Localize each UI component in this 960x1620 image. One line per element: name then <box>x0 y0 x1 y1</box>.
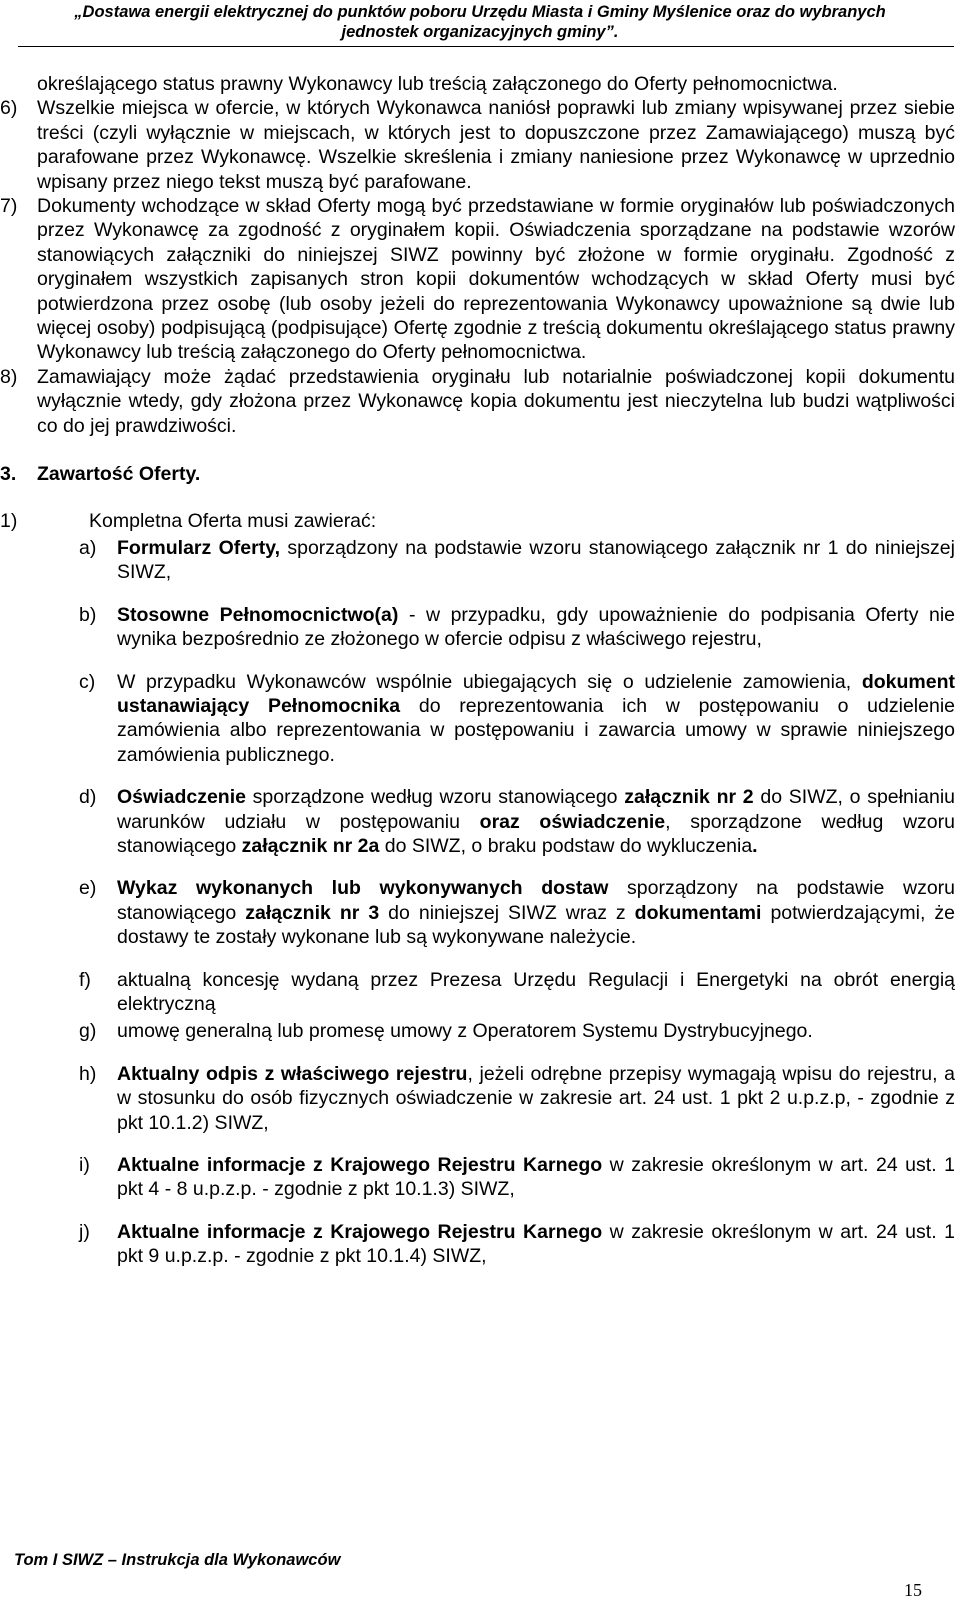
header-line-1: „Dostawa energii elektrycznej do punktów poboru Urzędu Miasta i Gminy Myślenice oraz do wybranych <box>74 3 886 21</box>
page-footer: Tom I SIWZ – Instrukcja dla Wykonawców <box>14 1551 341 1569</box>
subitem-i <box>37 1153 955 1202</box>
page-number: 15 <box>904 1580 922 1600</box>
subitem-label: e) <box>79 877 97 900</box>
list-item-8 <box>0 365 955 438</box>
subitem-bold: Aktualne informacje z Krajowego Rejestru Karnego <box>117 1154 603 1177</box>
subitem-text: sporządzone według wzoru stanowiącego <box>245 786 625 809</box>
subitem-d <box>37 785 955 858</box>
document-body <box>0 72 956 1269</box>
subitem-text-2: do reprezentowania ich w postępowaniu o udzielenie zamówienia albo reprezentowania w postępowaniu i zawarcia umowy w sprawie niniejszego zamówienia publicznego. <box>117 694 955 766</box>
subitem-text-2: do SIWZ, o spełnianiu warunków udziału w postępowaniu <box>117 786 956 833</box>
subitem-text: umowę generalną lub promesę umowy z Operatorem Systemu Dystrybucyjnego. <box>117 1020 813 1043</box>
subitem-a <box>37 536 955 585</box>
subitem-text: , jeżeli odrębne przepisy wymagają wpisu do rejestru, a w stosunku do osób fizycznych oświadczenie w zakresie art. 24 ust. 1 pkt 2 u.p.z.p, - zgodnie z pkt 10.1.2) SIWZ, <box>117 1062 955 1134</box>
subitem-label: i) <box>79 1154 90 1177</box>
subitem-text: W przypadku Wykonawców wspólnie ubiegających się o udzielenie zamowienia, <box>117 670 862 693</box>
subitem-b <box>37 603 955 652</box>
section-heading <box>0 462 955 486</box>
subitem-bold: dokument ustanawiający Pełnomocnika <box>117 670 955 717</box>
list-intro-text: Kompletna Oferta musi zawierać: <box>89 509 377 532</box>
subitem-j <box>37 1220 955 1269</box>
subitem-label: c) <box>79 670 96 693</box>
item-label: 8) <box>0 365 18 388</box>
subitem-bold-4: załącznik nr 2a <box>241 834 380 857</box>
subitem-label: j) <box>79 1220 90 1243</box>
subitem-text: sporządzony na podstawie wzoru stanowiącego <box>117 877 956 924</box>
header-line-2: jednostek organizacyjnych gminy”. <box>341 23 619 41</box>
subitem-label: h) <box>79 1062 97 1085</box>
subitem-text-2: do niniejszej SIWZ wraz z <box>379 901 635 924</box>
subitem-bold-2: załącznik nr 2 <box>624 786 754 809</box>
subitem-bold-2: załącznik nr 3 <box>245 901 380 924</box>
subitem-bold: Stosowne Pełnomocnictwo(a) <box>117 603 399 626</box>
subitem-text: - w przypadku, gdy upoważnienie do podpisania Oferty nie wynika bezpośrednio ze złożonego w ofercie odpisu z właściwego rejestru, <box>117 603 955 651</box>
list-intro <box>0 509 955 533</box>
subitem-e <box>37 876 955 949</box>
item-text: Dokumenty wchodzące w skład Oferty mogą być przedstawiane w formie oryginałów lub poświadczonych przez Wykonawcę za zgodność z oryginałem kopii. Oświadczenia sporządzane na podstawie wzorów stanowiących załączniki do niniejszej SIWZ powinny być złożone w formie oryginału. Zgodność z oryginałem wszystkich zapisanych stron kopii dokumentów wchodzących w skład Oferty musi być potwierdzona przez osobę (lub osoby jeżeli do reprezentowania Wykonawcy upoważnione są dwie lub więcej osoby) podpisującą (podpisujące) Ofertę zgodnie z treścią dokumentu określającego status prawny Wykonawcy lub treścią załączonego do Oferty pełnomocnictwa. <box>37 195 955 364</box>
subitem-label: g) <box>79 1020 97 1043</box>
subitem-bold: Oświadczenie <box>117 786 246 809</box>
continuation-paragraph: określającego status prawny Wykonawcy lub treścią załączonego do Oferty pełnomocnictwa. <box>37 73 838 95</box>
item-text: Zamawiający może żądać przedstawienia oryginału lub notarialnie poświadczonej kopii dokumentu wyłącznie wtedy, gdy złożona przez Wykonawcę kopia dokumentu jest nieczytelna lub budzi wątpliwości co do jej prawdziwości. <box>37 365 955 437</box>
subitem-label: a) <box>79 536 97 559</box>
subitem-bold: Wykaz wykonanych lub wykonywanych dostaw <box>117 877 609 900</box>
item-text: Wszelkie miejsca w ofercie, w których Wykonawca naniósł poprawki lub zmiany wpisywanej przez siebie treści (czyli wyłącznie w miejscach, w których jest to dopuszczone przez Zamawiającego) muszą być parafowane przez Wykonawcę. Wszelkie skreślenia i zmiany naniesione przez Wykonawcę w uprzednio wpisany przez niego tekst muszą być parafowane. <box>37 97 955 193</box>
page-header <box>0 2 960 42</box>
section-number: 3. <box>0 463 17 486</box>
subitem-label: d) <box>79 786 97 809</box>
subitem-text-3: potwierdzającymi, że dostawy te zostały wykonane lub są wykonywane należycie. <box>117 901 955 949</box>
list-item-6 <box>0 96 955 194</box>
list-item-7 <box>0 194 955 365</box>
subitem-bold-5: . <box>752 834 758 857</box>
subitem-bold-3: oraz oświadczenie <box>479 810 666 833</box>
subitem-h <box>37 1062 955 1135</box>
subitem-text: w zakresie określonym w art. 24 ust. 1 pkt 9 u.p.z.p. - zgodnie z pkt 10.1.4) SIWZ, <box>117 1220 955 1268</box>
list-intro-label: 1) <box>0 509 18 532</box>
subitem-text: sporządzony na podstawie wzoru stanowiącego załącznik nr 1 do niniejszej SIWZ, <box>117 536 955 584</box>
item-label: 6) <box>0 97 18 120</box>
subitem-bold: Formularz Oferty, <box>117 536 281 559</box>
subitem-c <box>37 670 955 768</box>
item-label: 7) <box>0 195 18 218</box>
subitem-bold: Aktualny odpis z właściwego rejestru <box>117 1062 468 1085</box>
subitem-text-3: , sporządzone według wzoru stanowiącego <box>117 810 955 857</box>
subitem-g <box>37 1019 955 1043</box>
section-title: Zawartość Oferty. <box>37 463 201 486</box>
header-divider <box>18 46 954 47</box>
subitem-label: b) <box>79 603 97 626</box>
subitem-f <box>37 968 955 1017</box>
subitem-label: f) <box>79 968 91 991</box>
subitem-bold: Aktualne informacje z Krajowego Rejestru Karnego <box>117 1220 603 1243</box>
subitem-text: aktualną koncesję wydaną przez Prezesa Urzędu Regulacji i Energetyki na obrót energią elektryczną <box>117 968 955 1015</box>
subitem-text-4: do SIWZ, o braku podstaw do wykluczenia <box>379 834 753 857</box>
subitem-text: w zakresie określonym w art. 24 ust. 1 pkt 4 - 8 u.p.z.p. - zgodnie z pkt 10.1.3) SIWZ, <box>117 1154 955 1201</box>
subitem-bold-3: dokumentami <box>634 901 762 924</box>
